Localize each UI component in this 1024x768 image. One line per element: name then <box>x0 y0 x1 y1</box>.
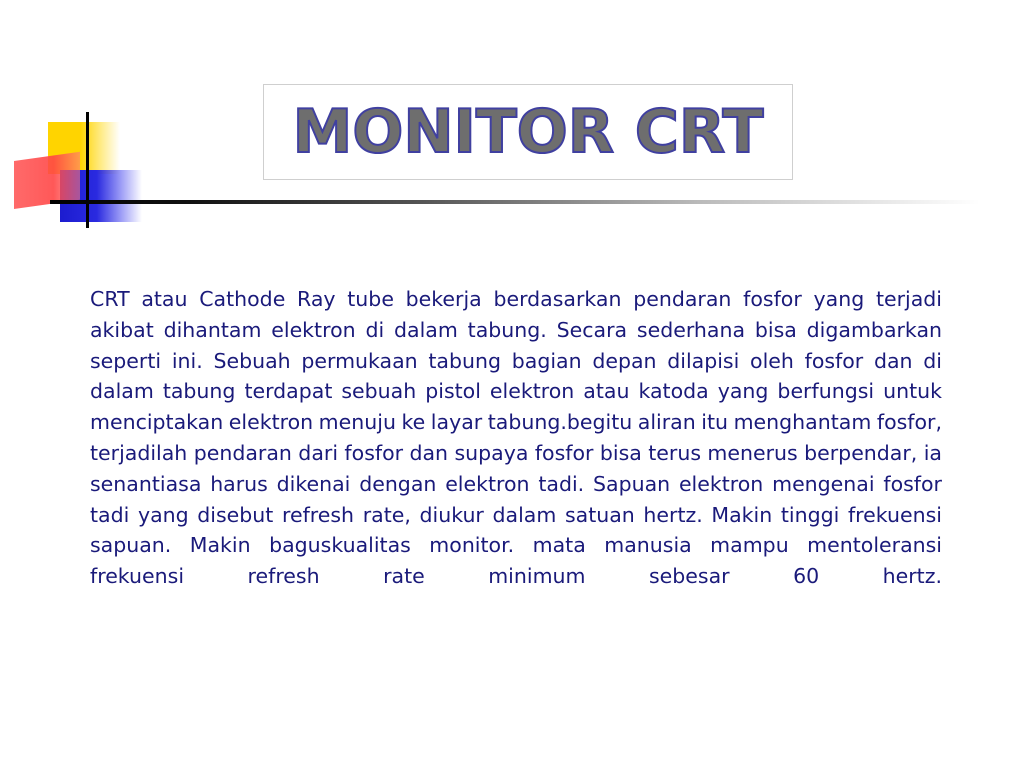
vertical-line-decoration <box>86 112 89 228</box>
body-paragraph: CRT atau Cathode Ray tube bekerja berdasarkan pendaran fosfor yang terjadi akibat dihantam elektron di dalam tabung. Secara sederhana bisa digambarkan seperti ini. Sebuah permukaan tabung bagian depan dilapisi oleh fosfor dan di dalam tabung terdapat sebuah pistol elektron atau katoda yang berfungsi untuk menciptakan elektron menuju ke layar tabung.begitu aliran itu menghantam fosfor, terjadilah pendaran dari fosfor dan supaya fosfor bisa terus menerus berpendar, ia senantiasa harus dikenai dengan elektron tadi. Sapuan elektron mengenai fosfor tadi yang disebut refresh rate, diukur dalam satuan hertz. Makin tinggi frekuensi sapuan. Makin baguskualitas monitor. mata manusia mampu mentoleransi frekuensi refresh rate minimum sebesar 60 hertz. <box>90 287 942 589</box>
title-box <box>263 84 793 180</box>
decorative-logo <box>0 0 160 240</box>
slide-title: MONITOR CRT <box>292 97 764 167</box>
horizontal-rule-decoration <box>50 200 980 204</box>
